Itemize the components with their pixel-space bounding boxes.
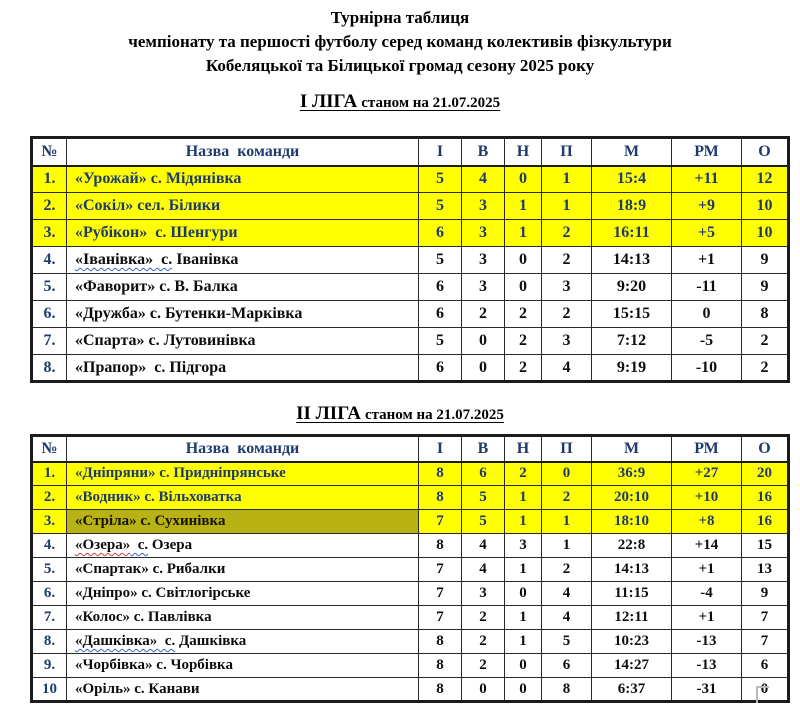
table-row [32,582,789,606]
team-name-cell [67,558,419,582]
stat-cell: 10 [742,193,789,220]
stat-cell: 14:13 [592,247,672,274]
team-name-cell [67,328,419,355]
team-name-text: «Стріла» с. Сухинівка [75,513,226,529]
column-header-wins: В [462,436,505,462]
stat-cell: 11:15 [592,582,672,606]
stat-cell: 0 [742,678,789,702]
stat-cell: 15 [742,534,789,558]
team-name-text: «Дніпряни» с. Придніпрянське [75,465,286,482]
team-name-cell [67,166,419,193]
team-name-cell [67,654,419,678]
position-cell: 10 [32,678,67,702]
position-cell: 7. [32,328,67,355]
team-name-cell [67,274,419,301]
stat-cell: -11 [672,274,742,301]
column-header-number: № [32,436,67,462]
stat-cell: 2 [462,301,505,328]
column-header-games: І [419,436,462,462]
team-name-cell [67,606,419,630]
position-cell: 8. [32,630,67,654]
stat-cell: 0 [505,678,542,702]
stat-cell: 2 [742,328,789,355]
stat-cell: 0 [462,678,505,702]
column-header-points: О [742,436,789,462]
league2-as-of-date: станом на 21.07.2025 [364,407,504,423]
stat-cell: 10 [742,220,789,247]
column-header-wins: В [462,138,505,166]
stat-cell: 5 [419,166,462,193]
stat-cell: 20:10 [592,486,672,510]
stat-cell: -31 [672,678,742,702]
stat-cell: 16 [742,486,789,510]
stat-cell: 6 [419,220,462,247]
league2-name: ІІ ЛІГА [296,403,361,424]
stat-cell: 7 [742,606,789,630]
stat-cell: 1 [542,193,592,220]
stat-cell: 8 [419,534,462,558]
title-line-3: Кобеляцької та Білицької громад сезону 2025 року [205,56,595,75]
column-header-draws: Н [505,436,542,462]
stat-cell: 15:4 [592,166,672,193]
stat-cell: 7 [419,606,462,630]
stat-cell: +9 [672,193,742,220]
stat-cell: 7:12 [592,328,672,355]
column-header-goal-diff: РМ [672,138,742,166]
team-name-cell [67,247,419,274]
stat-cell: 3 [462,582,505,606]
stat-cell: 0 [505,582,542,606]
stat-cell: 2 [542,486,592,510]
stat-cell: 0 [542,462,592,486]
stat-cell: 0 [505,247,542,274]
team-name-cell [67,220,419,247]
column-header-draws: Н [505,138,542,166]
column-header-number: № [32,138,67,166]
stat-cell: 0 [462,328,505,355]
stat-cell: 18:10 [592,510,672,534]
team-name-text: «Дніпро» с. Світлогірське [75,585,251,601]
stat-cell: 4 [542,355,592,382]
position-cell: 1. [32,462,67,486]
table-row [32,355,789,382]
stat-cell: 2 [462,654,505,678]
stat-cell: 12:11 [592,606,672,630]
stat-cell: 3 [505,534,542,558]
stat-cell: 2 [742,355,789,382]
stat-cell: 8 [419,486,462,510]
stat-cell: 9 [742,247,789,274]
stat-cell: 9 [742,582,789,606]
stat-cell: 2 [542,301,592,328]
stat-cell: +1 [672,558,742,582]
column-header-points: О [742,138,789,166]
table-row [32,510,789,534]
stat-cell: -4 [672,582,742,606]
table-row [32,274,789,301]
stat-cell: 14:13 [592,558,672,582]
stat-cell: 3 [542,328,592,355]
stat-cell: 4 [542,582,592,606]
league1-heading [0,91,800,113]
stat-cell: 1 [542,534,592,558]
table-row [32,558,789,582]
table-row [32,247,789,274]
stat-cell: 0 [505,274,542,301]
position-cell: 9. [32,654,67,678]
table-row [32,630,789,654]
table-row [32,301,789,328]
stat-cell: 16 [742,510,789,534]
team-name-text: «Дружба» с. Бутенки-Марківка [75,305,303,322]
stat-cell: 2 [542,247,592,274]
stat-cell: 3 [462,247,505,274]
stat-cell: 0 [505,654,542,678]
stat-cell: 2 [542,558,592,582]
position-cell: 8. [32,355,67,382]
stat-cell: 1 [505,220,542,247]
team-name-text: с. [130,537,149,553]
team-name-cell [67,193,419,220]
position-cell: 1. [32,166,67,193]
position-cell: 6. [32,301,67,328]
stat-cell: 4 [462,558,505,582]
table-row [32,166,789,193]
stat-cell: 1 [505,486,542,510]
stat-cell: 1 [505,606,542,630]
stat-cell: 1 [505,558,542,582]
team-name-cell [67,534,419,558]
position-cell: 4. [32,247,67,274]
league2-header-row [32,436,789,462]
text-frame-handle-icon [756,686,769,703]
stat-cell: 4 [542,606,592,630]
stat-cell: 13 [742,558,789,582]
stat-cell: 1 [505,510,542,534]
stat-cell: 8 [419,678,462,702]
stat-cell: 4 [462,166,505,193]
table-row [32,654,789,678]
column-header-losses: П [542,436,592,462]
league1-as-of-date: станом на 21.07.2025 [361,95,501,111]
stat-cell: +5 [672,220,742,247]
stat-cell: +1 [672,247,742,274]
column-header-goal-diff: РМ [672,436,742,462]
stat-cell: 6 [542,654,592,678]
stat-cell: 6 [419,355,462,382]
stat-cell: -5 [672,328,742,355]
stat-cell: 0 [505,166,542,193]
column-header-losses: П [542,138,592,166]
team-name-text: Іванівка [172,251,239,268]
stat-cell: 18:9 [592,193,672,220]
stat-cell: 5 [462,510,505,534]
stat-cell: 2 [505,301,542,328]
team-name-text: «Колос» с. Павлівка [75,609,212,625]
stat-cell: 8 [542,678,592,702]
stat-cell: -13 [672,654,742,678]
team-name-cell [67,630,419,654]
team-name-cell [67,486,419,510]
stat-cell: 7 [419,558,462,582]
stat-cell: 10:23 [592,630,672,654]
table-row [32,220,789,247]
league1-name: І ЛІГА [299,91,358,112]
team-name-cell [67,462,419,486]
stat-cell: 2 [462,630,505,654]
title-line-1: Турнірна таблиця [330,8,470,27]
stat-cell: 5 [542,630,592,654]
stat-cell: 3 [462,193,505,220]
stat-cell: -10 [672,355,742,382]
stat-cell: 20 [742,462,789,486]
table-row [32,193,789,220]
stat-cell: 3 [462,274,505,301]
stat-cell: 1 [505,630,542,654]
column-header-team: Назва команди [67,436,419,462]
stat-cell: 5 [419,193,462,220]
stat-cell: 6 [419,301,462,328]
position-cell: 2. [32,486,67,510]
league2-table [30,434,790,703]
stat-cell: 1 [542,510,592,534]
team-name-text: «Оріль» с. Канави [75,680,200,697]
team-name-text: «Фаворит» с. В. Балка [75,278,238,295]
stat-cell: 6 [462,462,505,486]
stat-cell: 22:8 [592,534,672,558]
stat-cell: 16:11 [592,220,672,247]
stat-cell: 5 [462,486,505,510]
stat-cell: +11 [672,166,742,193]
table-row [32,534,789,558]
team-name-text: Дашківка [175,633,247,649]
stat-cell: +27 [672,462,742,486]
stat-cell: 5 [419,247,462,274]
stat-cell: +10 [672,486,742,510]
stat-cell: +14 [672,534,742,558]
document-title [0,0,800,78]
team-name-text: «Водник» с. Вільховатка [75,489,242,505]
team-name-text: «Іванівка» с. [75,251,173,268]
team-name-cell [67,355,419,382]
team-name-text: «Спарта» с. Лутовинівка [75,332,256,349]
table-row [32,462,789,486]
stat-cell: +1 [672,606,742,630]
position-cell: 2. [32,193,67,220]
stat-cell: 15:15 [592,301,672,328]
stat-cell: 1 [505,193,542,220]
stat-cell: 36:9 [592,462,672,486]
stat-cell: 9:20 [592,274,672,301]
stat-cell: 6 [742,654,789,678]
table-row [32,486,789,510]
stat-cell: 6 [419,274,462,301]
position-cell: 5. [32,558,67,582]
table-row [32,606,789,630]
stat-cell: 4 [462,534,505,558]
stat-cell: 12 [742,166,789,193]
position-cell: 3. [32,220,67,247]
stat-cell: 9 [742,274,789,301]
team-name-text: «Дашківка» с. [75,633,176,649]
stat-cell: 1 [542,166,592,193]
stat-cell: 0 [672,301,742,328]
stat-cell: 7 [419,510,462,534]
title-line-2: чемпіонату та першості футболу серед команд колективів фізкультури [128,32,672,51]
stat-cell: 2 [505,462,542,486]
team-name-cell [67,582,419,606]
stat-cell: 8 [419,462,462,486]
team-name-cell [67,301,419,328]
stat-cell: -13 [672,630,742,654]
stat-cell: 2 [462,606,505,630]
team-name-text: «Сокіл» сел. Білики [75,197,221,214]
team-name-cell [67,678,419,702]
team-name-text: «Озера» [75,537,131,553]
league1-header-row [32,138,789,166]
team-name-text: «Чорбівка» с. Чорбівка [75,657,233,673]
column-header-goals: М [592,436,672,462]
position-cell: 6. [32,582,67,606]
column-header-team: Назва команди [67,138,419,166]
team-name-text: «Прапор» с. Підгора [75,358,227,376]
team-name-text: «Урожай» с. Мідянівка [75,170,242,188]
team-name-text: «Рубікон» с. Шенгури [75,224,238,241]
stat-cell: 2 [505,328,542,355]
position-cell: 7. [32,606,67,630]
league1-table [30,136,790,383]
stat-cell: +8 [672,510,742,534]
stat-cell: 8 [419,654,462,678]
team-name-text: «Спартак» с. Рибалки [75,561,226,577]
position-cell: 5. [32,274,67,301]
stat-cell: 8 [419,630,462,654]
position-cell: 4. [32,534,67,558]
stat-cell: 3 [542,274,592,301]
stat-cell: 7 [742,630,789,654]
stat-cell: 5 [419,328,462,355]
stat-cell: 6:37 [592,678,672,702]
stat-cell: 0 [462,355,505,382]
league2-heading [0,403,800,425]
stat-cell: 2 [505,355,542,382]
team-name-cell [67,510,419,534]
stat-cell: 14:27 [592,654,672,678]
table-row [32,678,789,702]
stat-cell: 3 [462,220,505,247]
team-name-text: Озера [148,537,193,553]
table-row [32,328,789,355]
position-cell: 3. [32,510,67,534]
column-header-games: І [419,138,462,166]
stat-cell: 2 [542,220,592,247]
column-header-goals: М [592,138,672,166]
stat-cell: 7 [419,582,462,606]
stat-cell: 9:19 [592,355,672,382]
stat-cell: 8 [742,301,789,328]
